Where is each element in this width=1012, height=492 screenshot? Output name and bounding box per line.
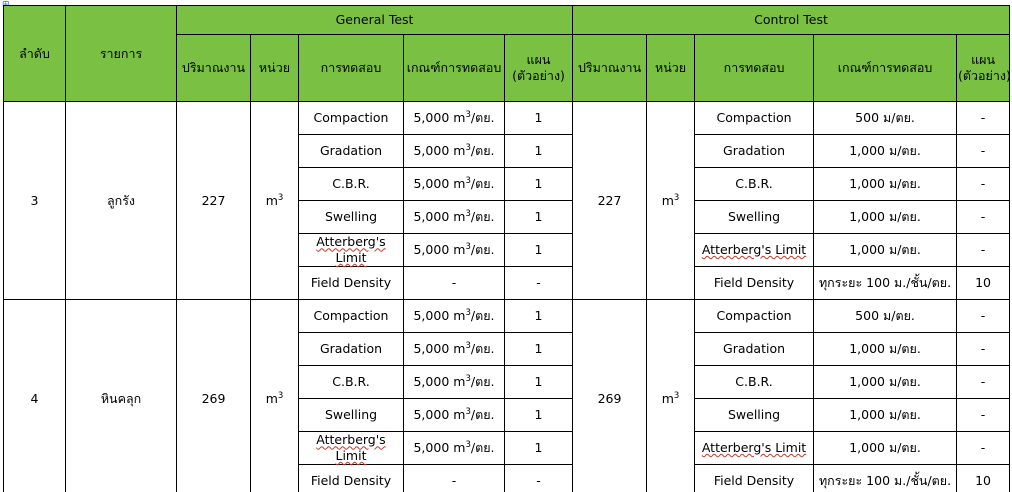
cell-general-test[interactable]: Field Density xyxy=(299,465,404,492)
cell-control-criteria[interactable]: 500 ม/ตย. xyxy=(814,102,957,135)
cell-control-criteria[interactable]: 1,000 ม/ตย. xyxy=(814,399,957,432)
criteria-superscript: 3 xyxy=(465,341,471,352)
header-general-criteria-text: เกณฑ์การทดสอบ xyxy=(406,60,502,76)
unit-superscript: 3 xyxy=(673,192,680,203)
header-control-plan-line1: แผน xyxy=(971,52,995,68)
criteria-superscript: 3 xyxy=(465,110,471,121)
table-row xyxy=(4,102,1010,135)
cell-control-quantity[interactable]: 269 xyxy=(573,300,647,492)
cell-general-plan[interactable]: 1 xyxy=(505,234,573,267)
header-general-unit: หน่วย xyxy=(251,35,299,102)
cell-control-plan[interactable]: - xyxy=(957,399,1010,432)
cell-general-test[interactable]: Field Density xyxy=(299,267,404,300)
header-no: ลำดับ xyxy=(4,6,66,102)
cell-control-criteria[interactable]: ทุกระยะ 100 ม./ชั้น/ตย. xyxy=(814,267,957,300)
cell-control-criteria[interactable]: ทุกระยะ 100 ม./ชั้น/ตย. xyxy=(814,465,957,492)
cell-general-quantity[interactable]: 269 xyxy=(177,300,251,492)
cell-control-criteria[interactable]: 1,000 ม/ตย. xyxy=(814,135,957,168)
cell-control-plan[interactable]: - xyxy=(957,102,1010,135)
cell-general-test[interactable]: Compaction xyxy=(299,300,404,333)
spellcheck-text: Atterberg's Limit xyxy=(316,234,386,265)
criteria-superscript: 3 xyxy=(465,308,471,319)
cell-control-test[interactable]: Compaction xyxy=(695,300,814,333)
cell-control-plan[interactable]: - xyxy=(957,300,1010,333)
cell-control-plan[interactable]: 10 xyxy=(957,465,1010,492)
header-group-general-test: General Test xyxy=(177,6,573,35)
cell-control-criteria[interactable]: 1,000 ม/ตย. xyxy=(814,201,957,234)
cell-control-criteria[interactable]: 1,000 ม/ตย. xyxy=(814,234,957,267)
cell-control-test[interactable]: Swelling xyxy=(695,201,814,234)
cell-control-unit[interactable]: $m^3$ xyxy=(647,300,695,492)
cell-general-criteria[interactable]: 5,000 $m^3/$ตย. xyxy=(404,432,505,465)
cell-general-test[interactable]: Swelling xyxy=(299,399,404,432)
header-control-qty: ปริมาณงาน xyxy=(573,35,647,102)
table-body xyxy=(4,102,1010,492)
criteria-superscript: 3 xyxy=(465,242,471,253)
cell-general-plan[interactable]: 1 xyxy=(505,432,573,465)
cell-general-criteria[interactable]: 5,000 $m^3/$ตย. xyxy=(404,366,505,399)
cell-row-number[interactable]: 4 xyxy=(4,300,66,492)
header-general-test: การทดสอบ xyxy=(299,35,404,102)
cell-control-criteria[interactable]: 500 ม/ตย. xyxy=(814,300,957,333)
cell-control-plan[interactable]: - xyxy=(957,432,1010,465)
cell-general-quantity[interactable]: 227 xyxy=(177,102,251,300)
cell-general-test[interactable] xyxy=(299,234,404,267)
cell-control-test[interactable]: Gradation xyxy=(695,333,814,366)
cell-control-test[interactable]: Swelling xyxy=(695,399,814,432)
cell-general-test[interactable]: Gradation xyxy=(299,135,404,168)
unit-superscript: 3 xyxy=(673,390,680,401)
cell-general-test[interactable]: C.B.R. xyxy=(299,366,404,399)
cell-general-test[interactable]: Swelling xyxy=(299,201,404,234)
header-general-qty: ปริมาณงาน xyxy=(177,35,251,102)
cell-control-criteria[interactable]: 1,000 ม/ตย. xyxy=(814,333,957,366)
cell-general-criteria[interactable]: - xyxy=(404,267,505,300)
cell-control-plan[interactable]: - xyxy=(957,366,1010,399)
cell-row-number[interactable]: 3 xyxy=(4,102,66,300)
cell-general-plan[interactable]: 1 xyxy=(505,366,573,399)
cell-general-test[interactable]: C.B.R. xyxy=(299,168,404,201)
spellcheck-text: Atterberg's Limit xyxy=(701,440,807,456)
cell-item-name[interactable]: หินคลุก xyxy=(66,300,177,492)
header-control-unit: หน่วย xyxy=(647,35,695,102)
cell-general-test[interactable]: Compaction xyxy=(299,102,404,135)
cell-control-criteria[interactable]: 1,000 ม/ตย. xyxy=(814,432,957,465)
header-control-plan-line2: (ตัวอย่าง) xyxy=(958,68,1011,83)
cell-control-test[interactable]: Compaction xyxy=(695,102,814,135)
header-general-criteria xyxy=(404,35,505,102)
cell-control-test[interactable]: Gradation xyxy=(695,135,814,168)
cell-control-criteria[interactable]: 1,000 ม/ตย. xyxy=(814,366,957,399)
cell-control-test[interactable] xyxy=(695,234,814,267)
header-general-plan-line2: (ตัวอย่าง) xyxy=(512,68,565,83)
cell-control-plan[interactable]: - xyxy=(957,333,1010,366)
cell-general-unit[interactable]: $m^3$ xyxy=(251,300,299,492)
cell-control-quantity[interactable]: 227 xyxy=(573,102,647,300)
header-general-plan xyxy=(505,35,573,102)
cell-general-criteria[interactable]: 5,000 $m^3/$ตย. xyxy=(404,201,505,234)
unit-superscript: 3 xyxy=(277,192,284,203)
criteria-superscript: 3 xyxy=(465,374,471,385)
cell-general-criteria[interactable]: 5,000 $m^3/$ตย. xyxy=(404,300,505,333)
header-general-plan-line1: แผน xyxy=(526,52,551,68)
cell-general-plan[interactable]: 1 xyxy=(505,300,573,333)
criteria-superscript: 3 xyxy=(465,143,471,154)
cell-control-test[interactable]: Field Density xyxy=(695,465,814,492)
cell-control-test[interactable] xyxy=(695,432,814,465)
cell-control-plan[interactable]: - xyxy=(957,234,1010,267)
cell-general-criteria[interactable]: - xyxy=(404,465,505,492)
cell-control-plan[interactable]: 10 xyxy=(957,267,1010,300)
criteria-superscript: 3 xyxy=(465,407,471,418)
table-header-group-row xyxy=(4,6,1010,35)
cell-control-unit[interactable]: $m^3$ xyxy=(647,102,695,300)
test-plan-table xyxy=(3,5,1010,492)
header-control-test: การทดสอบ xyxy=(695,35,814,102)
cell-general-plan[interactable]: 1 xyxy=(505,135,573,168)
cell-control-plan[interactable]: - xyxy=(957,135,1010,168)
cell-general-criteria[interactable]: 5,000 $m^3/$ตย. xyxy=(404,102,505,135)
cell-general-plan[interactable]: - xyxy=(505,465,573,492)
cell-control-test[interactable]: Field Density xyxy=(695,267,814,300)
cell-control-plan[interactable]: - xyxy=(957,168,1010,201)
header-control-plan xyxy=(957,35,1010,102)
spellcheck-text: Atterberg's Limit xyxy=(701,242,807,258)
cell-general-plan[interactable]: 1 xyxy=(505,399,573,432)
cell-general-criteria[interactable]: 5,000 $m^3/$ตย. xyxy=(404,333,505,366)
cell-general-unit[interactable]: $m^3$ xyxy=(251,102,299,300)
cell-general-plan[interactable]: 1 xyxy=(505,201,573,234)
header-group-control-test: Control Test xyxy=(573,6,1010,35)
cell-general-plan[interactable]: - xyxy=(505,267,573,300)
cell-general-plan[interactable]: 1 xyxy=(505,102,573,135)
cell-general-test[interactable]: Gradation xyxy=(299,333,404,366)
table-row xyxy=(4,300,1010,333)
cell-general-plan[interactable]: 1 xyxy=(505,168,573,201)
spellcheck-text: Atterberg's Limit xyxy=(316,432,386,463)
cell-general-criteria[interactable]: 5,000 $m^3/$ตย. xyxy=(404,135,505,168)
cell-general-criteria[interactable]: 5,000 $m^3/$ตย. xyxy=(404,399,505,432)
cell-item-name[interactable]: ลูกรัง xyxy=(66,102,177,300)
criteria-superscript: 3 xyxy=(465,176,471,187)
criteria-superscript: 3 xyxy=(465,440,471,451)
cell-control-criteria[interactable]: 1,000 ม/ตย. xyxy=(814,168,957,201)
cell-general-criteria[interactable]: 5,000 $m^3/$ตย. xyxy=(404,168,505,201)
table-header xyxy=(4,6,1010,102)
cell-control-plan[interactable]: - xyxy=(957,201,1010,234)
cell-general-criteria[interactable]: 5,000 $m^3/$ตย. xyxy=(404,234,505,267)
cell-control-test[interactable]: C.B.R. xyxy=(695,366,814,399)
unit-superscript: 3 xyxy=(277,390,284,401)
criteria-superscript: 3 xyxy=(465,209,471,220)
cell-control-test[interactable]: C.B.R. xyxy=(695,168,814,201)
cell-general-test[interactable] xyxy=(299,432,404,465)
header-item: รายการ xyxy=(66,6,177,102)
header-control-criteria: เกณฑ์การทดสอบ xyxy=(814,35,957,102)
cell-general-plan[interactable]: 1 xyxy=(505,333,573,366)
